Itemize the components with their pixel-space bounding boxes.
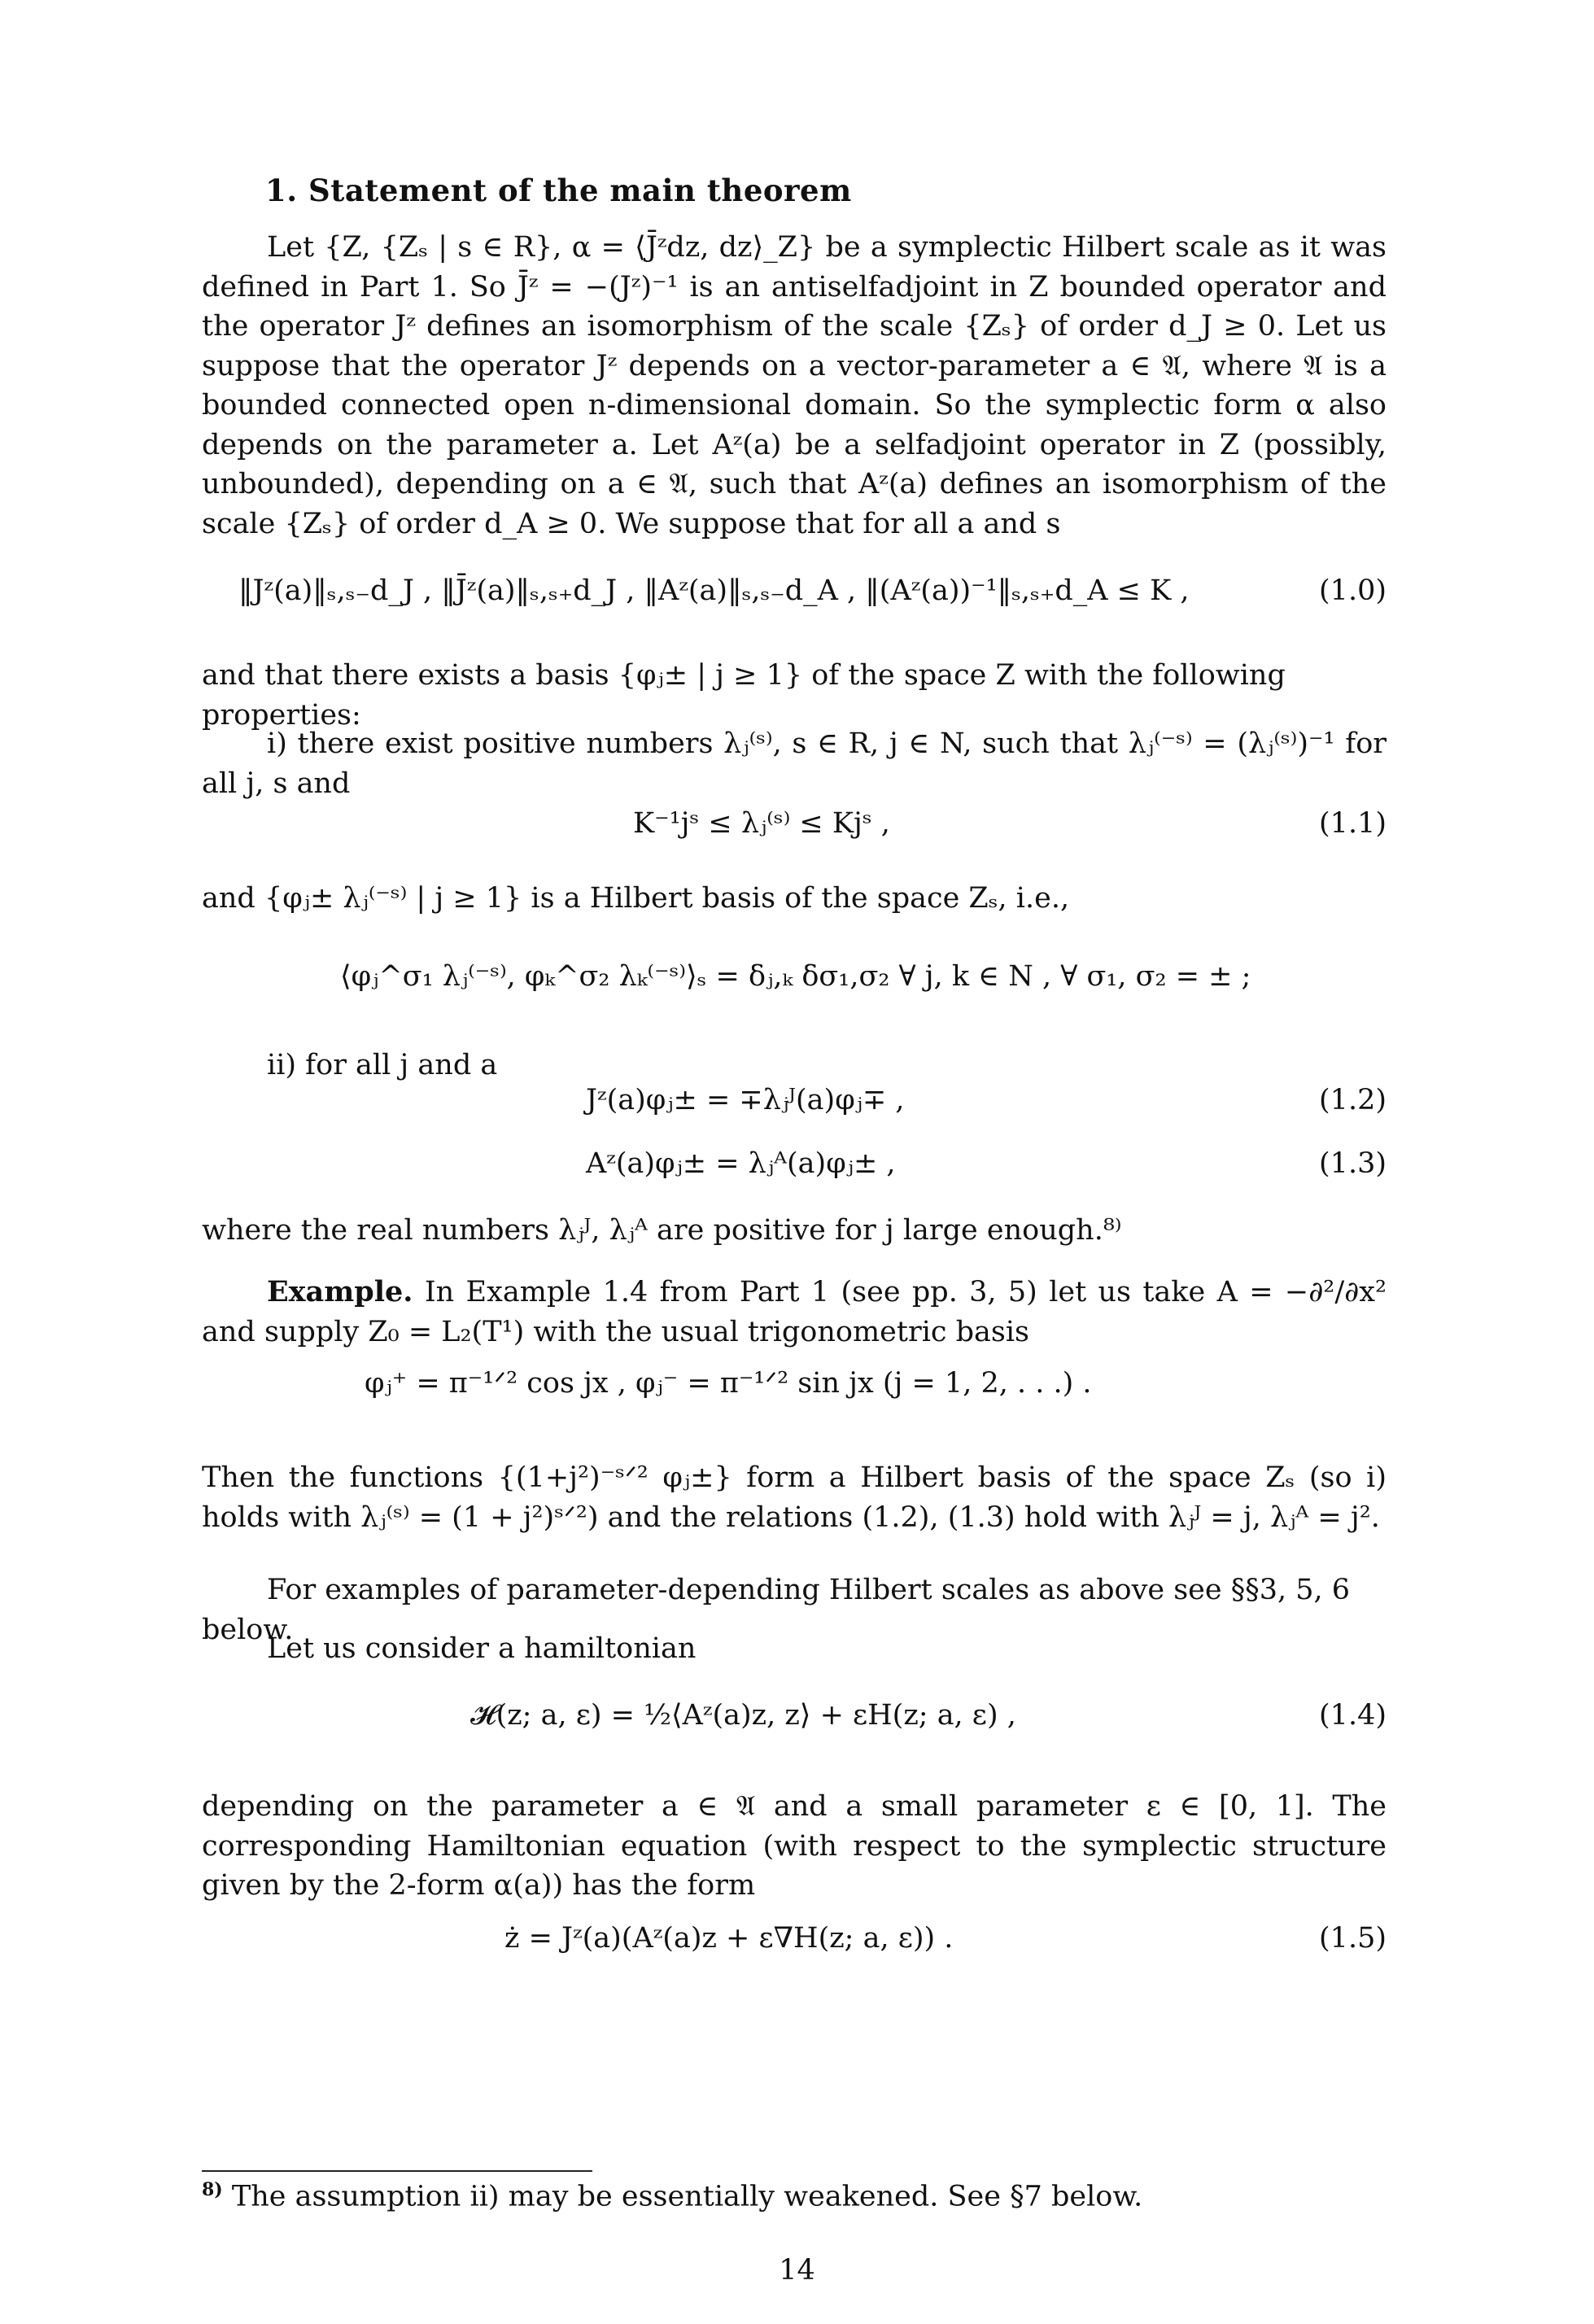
footnote-text: The assumption ii) may be essentially weakened. See §7 below. [231, 2180, 1143, 2213]
equation-orthonormality [202, 960, 1387, 1006]
paragraph-example [202, 1273, 1387, 1352]
paragraph-examples-ref: For examples of parameter-depending Hilbert scales as above see §§3, 5, 6 below. [202, 1574, 1351, 1646]
equation-trig-basis-body: φⱼ⁺ = π⁻¹ᐟ² cos jx , φⱼ⁻ = π⁻¹ᐟ² sin jx (j = 1, 2, . . .) . [365, 1367, 1092, 1400]
paragraph-property-i: i) there exist positive numbers λⱼ⁽ˢ⁾, s ∈ R, j ∈ N, such that λⱼ⁽⁻ˢ⁾ = (λⱼ⁽ˢ⁾)⁻¹ for all j, s and [202, 727, 1387, 800]
equation-1-5-body: ż = Jᶻ(a)(Aᶻ(a)z + ε∇H(z; a, ε)) . [504, 1922, 954, 1955]
page-number: 14 [779, 2254, 815, 2287]
equation-1-0-body: ‖Jᶻ(a)‖ₛ,ₛ₋d_J , ‖J̄ᶻ(a)‖ₛ,ₛ₊d_J , ‖Aᶻ(a)‖ₛ,ₛ₋d_A , ‖(Aᶻ(a))⁻¹‖ₛ,ₛ₊d_A ≤ K , [238, 574, 1190, 607]
equation-1-5-number: (1.5) [1319, 1922, 1387, 1955]
paragraph-hamiltonian: Let us consider a hamiltonian [267, 1632, 697, 1665]
equation-1-2 [202, 1084, 1387, 1129]
equation-1-3 [202, 1147, 1387, 1193]
equation-1-3-number: (1.3) [1319, 1147, 1387, 1180]
equation-orthonormality-body: ⟨φⱼ^σ₁ λⱼ⁽⁻ˢ⁾, φₖ^σ₂ λₖ⁽⁻ˢ⁾⟩ₛ = δⱼ,ₖ δσ₁,σ₂ ∀ j, k ∈ N , ∀ σ₁, σ₂ = ± ; [340, 960, 1251, 993]
equation-1-1 [202, 807, 1387, 853]
paragraph-hamiltonian-equation: depending on the parameter a ∈ 𝔄 and a small parameter ε ∈ [0, 1]. The corresponding Hamiltonian equation (with respect to the symplectic structure given by the 2-form α(a)) has the form [202, 1790, 1387, 1902]
equation-1-2-body: Jᶻ(a)φⱼ± = ∓λⱼᴶ(a)φⱼ∓ , [586, 1084, 905, 1116]
footnote-mark: 8) [202, 2179, 223, 2200]
paragraph-property-ii: ii) for all j and a [267, 1049, 498, 1081]
equation-1-0-number: (1.0) [1319, 574, 1387, 607]
paragraph-real-numbers: where the real numbers λⱼᴶ, λⱼᴬ are positive for j large enough.⁸⁾ [202, 1214, 1122, 1247]
example-text: In Example 1.4 from Part 1 (see pp. 3, 5) let us take A = −∂²/∂x² and supply Z₀ = L₂(T¹) with the usual trigonometric basis [202, 1276, 1387, 1348]
example-label: Example. [267, 1275, 413, 1308]
equation-1-3-body: Aᶻ(a)φⱼ± = λⱼᴬ(a)φⱼ± , [586, 1147, 896, 1180]
section-heading: 1. Statement of the main theorem [265, 173, 852, 208]
footnote [202, 2179, 1142, 2213]
equation-1-2-number: (1.2) [1319, 1084, 1387, 1116]
equation-1-5 [202, 1922, 1387, 1968]
equation-1-4-number: (1.4) [1319, 1699, 1387, 1732]
paragraph-intro: Let {Z, {Zₛ | s ∈ R}, α = ⟨J̄ᶻdz, dz⟩_Z} be a symplectic Hilbert scale as it was defined in Part 1. So J̄ᶻ = −(Jᶻ)⁻¹ is an antiselfadjoint in Z bounded operator and the operator Jᶻ defines an isomorphism of the scale {Zₛ} of order d_J ≥ 0. Let us suppose that the operator Jᶻ depends on a vector-parameter a ∈ 𝔄, where 𝔄 is a bounded connected open n-dimensional domain. So the symplectic form α also depends on the parameter a. Let Aᶻ(a) be a selfadjoint operator in Z (possibly, unbounded), depending on a ∈ 𝔄, such that Aᶻ(a) defines an isomorphism of the scale {Zₛ} of order d_A ≥ 0. We suppose that for all a and s [202, 231, 1387, 540]
footnote-rule [202, 2170, 592, 2172]
equation-trig-basis [202, 1367, 1387, 1413]
equation-1-1-number: (1.1) [1319, 807, 1387, 840]
equation-1-4-body: 𝓗(z; a, ε) = ½⟨Aᶻ(a)z, z⟩ + εH(z; a, ε) , [470, 1699, 1016, 1732]
paragraph-basis: and that there exists a basis {φⱼ± | j ≥ 1} of the space Z with the following properties: [202, 659, 1286, 732]
equation-1-1-body: K⁻¹jˢ ≤ λⱼ⁽ˢ⁾ ≤ Kjˢ , [633, 807, 890, 840]
paragraph-functions: Then the functions {(1+j²)⁻ˢᐟ² φⱼ±} form a Hilbert basis of the space Zₛ (so i) holds with λⱼ⁽ˢ⁾ = (1 + j²)ˢᐟ²) and the relations (1.2), (1.3) hold with λⱼᴶ = j, λⱼᴬ = j². [202, 1461, 1387, 1534]
equation-1-0 [202, 574, 1387, 620]
paragraph-hilbert-basis: and {φⱼ± λⱼ⁽⁻ˢ⁾ | j ≥ 1} is a Hilbert basis of the space Zₛ, i.e., [202, 882, 1070, 915]
equation-1-4 [202, 1699, 1387, 1745]
